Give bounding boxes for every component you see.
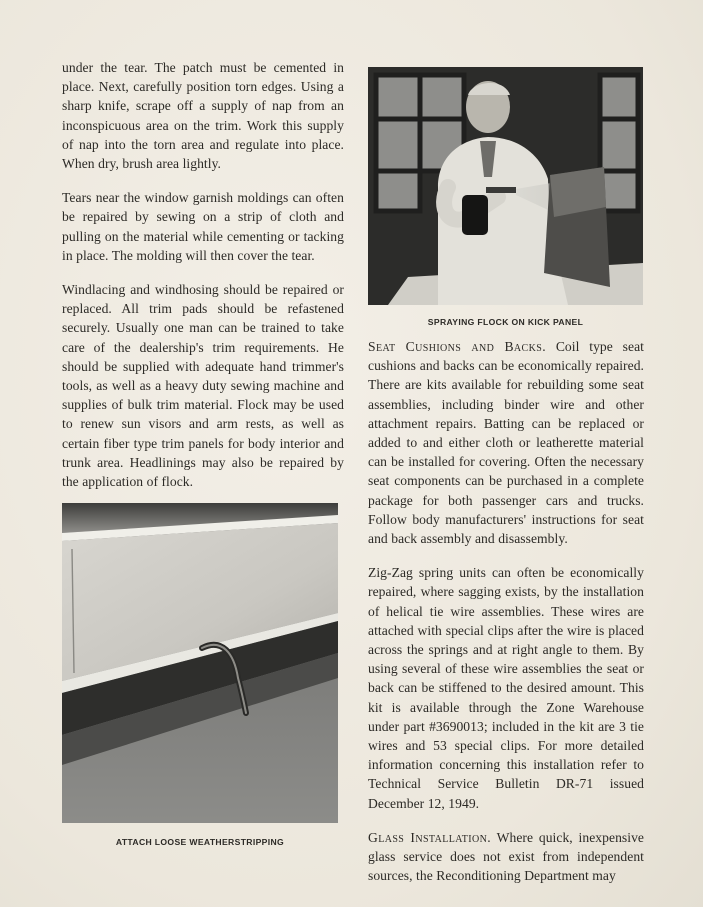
- spraying-flock-caption: SPRAYING FLOCK ON KICK PANEL: [427, 317, 584, 327]
- paragraph-glass-installation: [368, 828, 644, 886]
- weatherstripping-photo: [62, 503, 338, 823]
- seat-cushions-text: Coil type seat cushions and backs can be economically repaired. There are kits available for rebuilding some seat assemblies, including binder wire and other attachment repairs. Batting can be replaced or added to and either cloth or leatherette material can be installed for covering. Often the necessary seat components can be purchased in a complete package for both passenger cars and trucks. Follow body manufacturers' instructions for seat and back assembly and disassembly.: [368, 339, 644, 547]
- glass-installation-text: Where quick, inexpensive glass service does not exist from independent sources, the Reconditioning Department may: [368, 829, 645, 884]
- right-text-column: [368, 337, 644, 900]
- paragraph-seat-cushions: [368, 337, 644, 548]
- paragraph-zigzag-springs: Zig-Zag spring units can often be economically repaired, where sagging exists, by the installation of helical tie wire assemblies. These wires are attached with special clips after the wire is placed across the springs and at right angle to them. By using several of these wire assemblies the seat or back can be stiffened to the desired amount. This kit is available through the Zone Warehouse under part #3690013; included in the kit are 3 tie wires and 53 special clips. For more detailed information concerning this installation refer to Technical Service Bulletin DR-71 issued December 12, 1949.: [368, 565, 644, 811]
- left-text-column: [62, 58, 344, 506]
- seat-cushions-heading: Seat Cushions and Backs.: [368, 339, 546, 354]
- spraying-flock-photo: [368, 67, 643, 305]
- weatherstripping-caption: ATTACH LOOSE WEATHERSTRIPPING: [115, 837, 285, 847]
- paragraph-windlacing: Windlacing and windhosing should be repaired or replaced. All trim pads should be refastened securely. Usually one man can be trained to take care of the dealership's trim requirements. He should be supplied with adequate hand trimmer's tools, as well as a heavy duty sewing machine and supplies of bulk trim material. Flock may be used to renew sun visors and arm rests, as well as certain fiber type trim panels for body interior and trunk area. Headlinings may also be repaired by the application of flock.: [62, 282, 344, 490]
- glass-installation-heading: Glass Installation.: [368, 829, 492, 845]
- paragraph-garnish-moldings: Tears near the window garnish moldings can often be repaired by sewing on a strip of cloth and pulling on the material while cementing or tacking in place. The molding will then cover the tear.: [62, 190, 344, 263]
- paragraph-tear-patch: under the tear. The patch must be cemented in place. Next, carefully position torn edges. Using a sharp knife, scrape off a supply of nap from an inconspicuous area on the trim. Work this supply of nap into the torn area and regulate into place. When dry, brush area lightly.: [62, 60, 344, 172]
